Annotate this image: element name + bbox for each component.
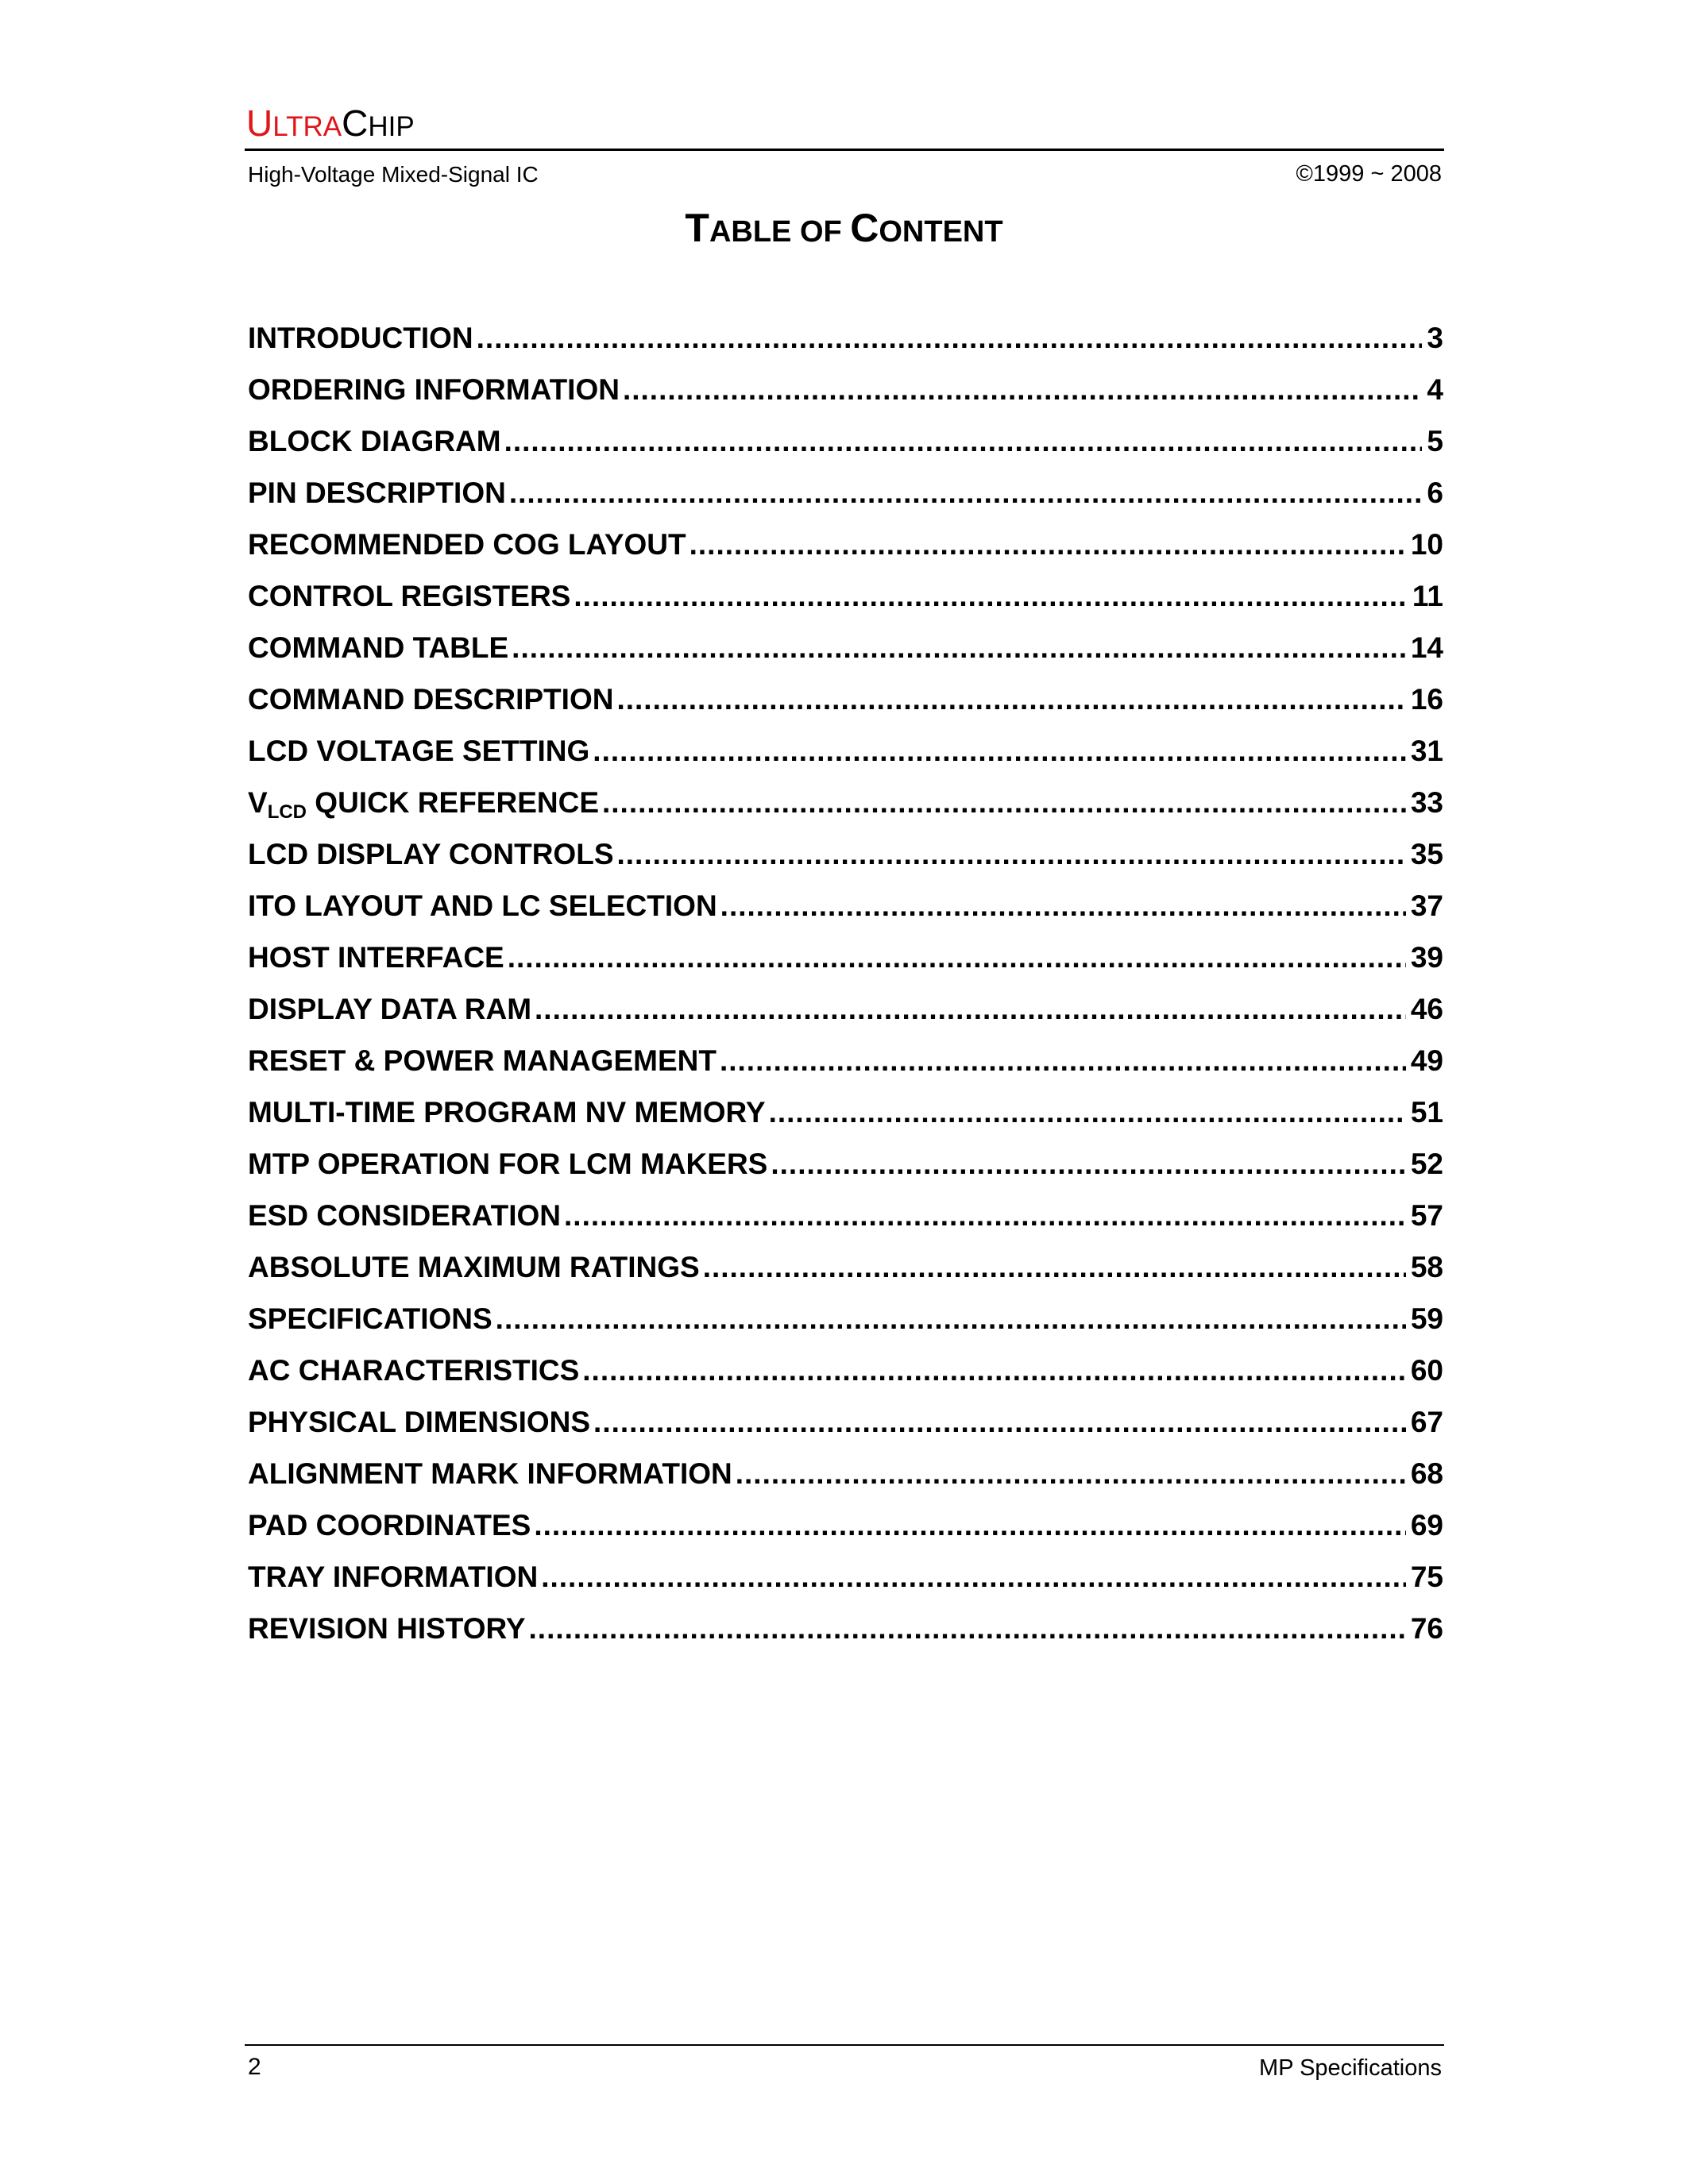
toc-entry-page: 16: [1410, 683, 1443, 716]
toc-entry-introduction[interactable]: [248, 322, 1443, 373]
toc-entry-physical-dimensions[interactable]: [248, 1406, 1443, 1457]
toc-leader-dots: [529, 1612, 1406, 1646]
toc-entry-lcd-display-controls[interactable]: [248, 838, 1443, 889]
brand-logo: [246, 102, 415, 144]
title-initial-c: C: [850, 206, 879, 250]
toc-entry-vlcd-quick-reference[interactable]: [248, 786, 1443, 838]
toc-entry-absolute-maximum-ratings[interactable]: [248, 1251, 1443, 1302]
toc-entry-title: DISPLAY DATA RAM: [248, 993, 532, 1025]
toc-leader-dots: [771, 1148, 1405, 1181]
toc-entry-page: 11: [1412, 580, 1443, 612]
toc-entry-title: SPECIFICATIONS: [248, 1302, 492, 1335]
footer-doc-type: MP Specifications: [1259, 2055, 1442, 2081]
brand-text-ltra: LTRA: [272, 111, 342, 142]
toc-leader-dots: [617, 838, 1406, 871]
toc-entry-page: 33: [1410, 786, 1443, 819]
toc-leader-dots: [477, 322, 1423, 355]
toc-entry-title: PAD COORDINATES: [248, 1509, 531, 1542]
toc-leader-dots: [534, 1509, 1406, 1542]
toc-leader-dots: [496, 1302, 1406, 1336]
table-of-contents: [248, 322, 1443, 1664]
toc-entry-alignment-mark[interactable]: [248, 1457, 1443, 1509]
toc-entry-page: 46: [1410, 993, 1443, 1025]
toc-leader-dots: [512, 631, 1406, 665]
toc-entry-pin-description[interactable]: [248, 477, 1443, 528]
toc-leader-dots: [736, 1457, 1406, 1491]
toc-leader-dots: [689, 528, 1406, 561]
toc-leader-dots: [541, 1561, 1406, 1594]
header-subtitle: High-Voltage Mixed-Signal IC: [248, 162, 539, 187]
toc-leader-dots: [504, 425, 1423, 458]
brand-initial-u: U: [246, 102, 273, 144]
toc-entry-page: 10: [1410, 528, 1443, 561]
toc-entry-pad-coordinates[interactable]: [248, 1509, 1443, 1561]
toc-entry-title: PHYSICAL DIMENSIONS: [248, 1406, 591, 1438]
toc-entry-page: 76: [1410, 1612, 1443, 1645]
page-title: [0, 208, 1688, 248]
toc-leader-dots: [623, 373, 1422, 407]
toc-leader-dots: [535, 993, 1406, 1026]
toc-entry-title: TRAY INFORMATION: [248, 1561, 539, 1593]
toc-entry-page: 5: [1427, 425, 1443, 457]
toc-leader-dots: [593, 1406, 1406, 1439]
footer-page-number: 2: [248, 2054, 261, 2080]
toc-entry-title: MTP OPERATION FOR LCM MAKERS: [248, 1148, 768, 1180]
toc-vlcd-v: V: [248, 786, 268, 819]
toc-entry-title: ABSOLUTE MAXIMUM RATINGS: [248, 1251, 700, 1283]
toc-leader-dots: [564, 1199, 1406, 1233]
toc-entry-host-interface[interactable]: [248, 941, 1443, 993]
toc-entry-title: COMMAND DESCRIPTION: [248, 683, 614, 716]
toc-leader-dots: [616, 683, 1405, 716]
toc-entry-page: 58: [1410, 1251, 1443, 1283]
toc-entry-page: 31: [1410, 735, 1443, 767]
toc-entry-page: 57: [1410, 1199, 1443, 1232]
toc-entry-title: REVISION HISTORY: [248, 1612, 526, 1645]
toc-leader-dots: [720, 889, 1406, 923]
toc-entry-esd-consideration[interactable]: [248, 1199, 1443, 1251]
toc-entry-title: ITO LAYOUT AND LC SELECTION: [248, 889, 717, 922]
toc-entry-title: HOST INTERFACE: [248, 941, 504, 974]
toc-entry-recommended-cog-layout[interactable]: [248, 528, 1443, 580]
toc-entry-revision-history[interactable]: [248, 1612, 1443, 1664]
title-text-able-of: ABLE OF: [709, 215, 851, 249]
toc-vlcd-rest: QUICK REFERENCE: [307, 786, 599, 819]
header-divider: [245, 149, 1444, 151]
toc-leader-dots: [769, 1096, 1406, 1129]
toc-vlcd-subscript: LCD: [267, 801, 307, 823]
title-initial-t: T: [685, 206, 709, 250]
toc-entry-ac-characteristics[interactable]: [248, 1354, 1443, 1406]
toc-entry-title: LCD DISPLAY CONTROLS: [248, 838, 614, 870]
toc-entry-page: 68: [1410, 1457, 1443, 1490]
brand-initial-c: C: [342, 102, 369, 144]
toc-leader-dots: [574, 580, 1408, 613]
toc-entry-page: 59: [1410, 1302, 1443, 1335]
toc-entry-title: ORDERING INFORMATION: [248, 373, 620, 406]
toc-entry-title: ALIGNMENT MARK INFORMATION: [248, 1457, 732, 1490]
toc-entry-page: 39: [1410, 941, 1443, 974]
toc-entry-page: 51: [1410, 1096, 1443, 1129]
toc-entry-page: 14: [1410, 631, 1443, 664]
toc-entry-title: CONTROL REGISTERS: [248, 580, 571, 612]
toc-entry-title: MULTI-TIME PROGRAM NV MEMORY: [248, 1096, 766, 1129]
toc-entry-page: 6: [1427, 477, 1443, 509]
toc-leader-dots: [593, 735, 1406, 768]
toc-entry-page: 67: [1410, 1406, 1443, 1438]
toc-entry-command-description[interactable]: [248, 683, 1443, 735]
toc-entry-page: 49: [1410, 1044, 1443, 1077]
title-text-ontent: ONTENT: [879, 215, 1003, 249]
toc-entry-title: BLOCK DIAGRAM: [248, 425, 501, 457]
toc-entry-title: PIN DESCRIPTION: [248, 477, 506, 509]
toc-entry-multi-time-program[interactable]: [248, 1096, 1443, 1148]
toc-entry-title: RECOMMENDED COG LAYOUT: [248, 528, 686, 561]
toc-leader-dots: [582, 1354, 1406, 1387]
toc-entry-page: 60: [1410, 1354, 1443, 1387]
toc-entry-mtp-operation[interactable]: [248, 1148, 1443, 1199]
footer-divider: [245, 2044, 1444, 2046]
toc-entry-title: RESET & POWER MANAGEMENT: [248, 1044, 717, 1077]
toc-entry-page: 4: [1427, 373, 1443, 406]
brand-text-hip: HIP: [368, 111, 415, 142]
toc-leader-dots: [508, 941, 1406, 974]
toc-entry-title: ESD CONSIDERATION: [248, 1199, 562, 1232]
toc-entry-lcd-voltage-setting[interactable]: [248, 735, 1443, 786]
toc-entry-tray-information[interactable]: [248, 1561, 1443, 1612]
toc-entry-title: AC CHARACTERISTICS: [248, 1354, 580, 1387]
toc-entry-page: 75: [1410, 1561, 1443, 1593]
toc-entry-title: COMMAND TABLE: [248, 631, 509, 664]
toc-leader-dots: [720, 1044, 1406, 1078]
toc-entry-title: LCD VOLTAGE SETTING: [248, 735, 590, 767]
toc-entry-page: 37: [1410, 889, 1443, 922]
toc-entry-command-table[interactable]: [248, 631, 1443, 683]
toc-entry-title: INTRODUCTION: [248, 322, 473, 354]
toc-entry-page: 35: [1410, 838, 1443, 870]
header-copyright: ©1999 ~ 2008: [1296, 161, 1442, 187]
toc-leader-dots: [602, 786, 1406, 820]
toc-entry-reset-power-management[interactable]: [248, 1044, 1443, 1096]
toc-entry-control-registers[interactable]: [248, 580, 1443, 631]
toc-entry-display-data-ram[interactable]: [248, 993, 1443, 1044]
toc-entry-ordering-information[interactable]: [248, 373, 1443, 425]
toc-leader-dots: [509, 477, 1423, 510]
toc-leader-dots: [703, 1251, 1406, 1284]
toc-entry-title: [248, 786, 602, 823]
toc-entry-page: 52: [1410, 1148, 1443, 1180]
toc-entry-block-diagram[interactable]: [248, 425, 1443, 477]
toc-entry-specifications[interactable]: [248, 1302, 1443, 1354]
toc-entry-ito-layout[interactable]: [248, 889, 1443, 941]
toc-entry-page: 3: [1427, 322, 1443, 354]
toc-entry-page: 69: [1410, 1509, 1443, 1542]
